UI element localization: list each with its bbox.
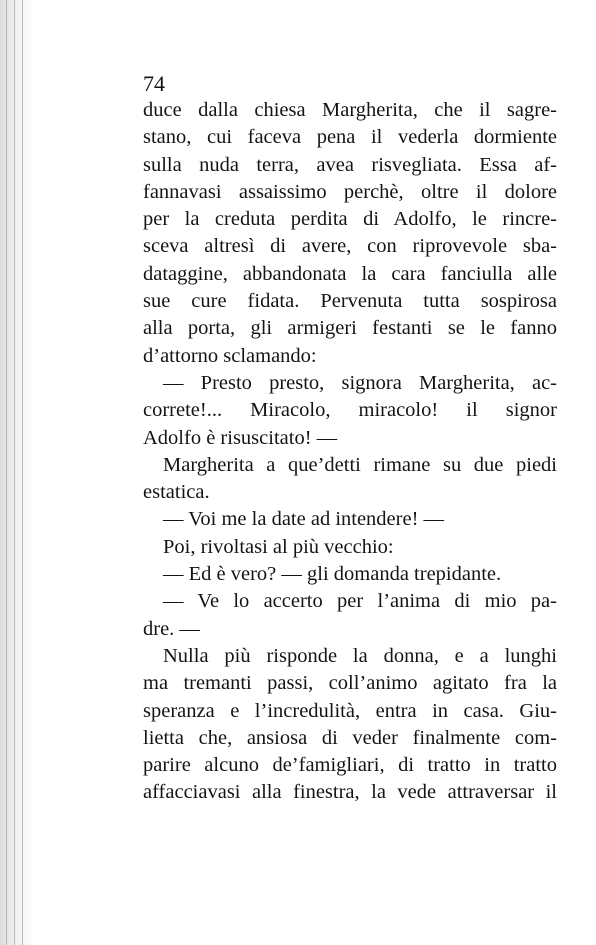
binding-gutter: [0, 0, 34, 945]
text-line: parire alcuno de’famigliari, di tratto in tratto: [143, 754, 557, 777]
gutter-line: [14, 0, 15, 945]
text-line: stano, cui faceva pena il vederla dormiente: [143, 126, 557, 149]
text-line: d’attorno sclamando:: [143, 344, 317, 367]
text-line: correte!... Miracolo, miracolo! il signor: [143, 399, 557, 422]
text-line: affacciavasi alla finestra, la vede attraversar il: [143, 781, 557, 804]
text-line: Nulla più risponde la donna, e a lunghi: [163, 644, 557, 667]
text-line: estatica.: [143, 481, 210, 504]
text-line: ma tremanti passi, coll’animo agitato fra la: [143, 672, 557, 695]
text-line: lietta che, ansiosa di veder finalmente com-: [143, 726, 557, 749]
text-line: duce dalla chiesa Margherita, che il sagre-: [143, 99, 557, 121]
text-line: Poi, rivoltasi al più vecchio:: [163, 535, 394, 558]
text-line: Adolfo è risuscitato! —: [143, 426, 338, 449]
text-line: sue cure fidata. Pervenuta tutta sospirosa: [143, 290, 557, 313]
text-line: sulla nuda terra, avea risvegliata. Essa af-: [143, 153, 557, 176]
text-line: dataggine, abbandonata la cara fanciulla alle: [143, 262, 557, 285]
body-text: [143, 97, 557, 807]
text-line: — Ed è vero? — gli domanda trepidante.: [163, 563, 502, 586]
text-line: alla porta, gli armigeri festanti se le fanno: [143, 317, 557, 340]
gutter-line: [6, 0, 7, 945]
text-line: fannavasi assaissimo perchè, oltre il dolore: [143, 180, 557, 203]
gutter-line: [22, 0, 23, 945]
page-number: 74: [143, 71, 165, 96]
text-line: dre. —: [143, 617, 200, 640]
text-line: — Voi me la date ad intendere! —: [163, 508, 445, 531]
text-line: — Presto presto, signora Margherita, ac-: [163, 371, 557, 394]
text-line: — Ve lo accerto per l’anima di mio pa-: [163, 590, 557, 613]
text-line: speranza e l’incredulità, entra in casa. Giu-: [143, 699, 557, 722]
text-line: sceva altresì di avere, con riprovevole sba-: [143, 235, 557, 258]
text-line: per la creduta perdita di Adolfo, le rincre-: [143, 208, 557, 231]
text-line: Margherita a que’detti rimane su due piedi: [163, 453, 557, 476]
